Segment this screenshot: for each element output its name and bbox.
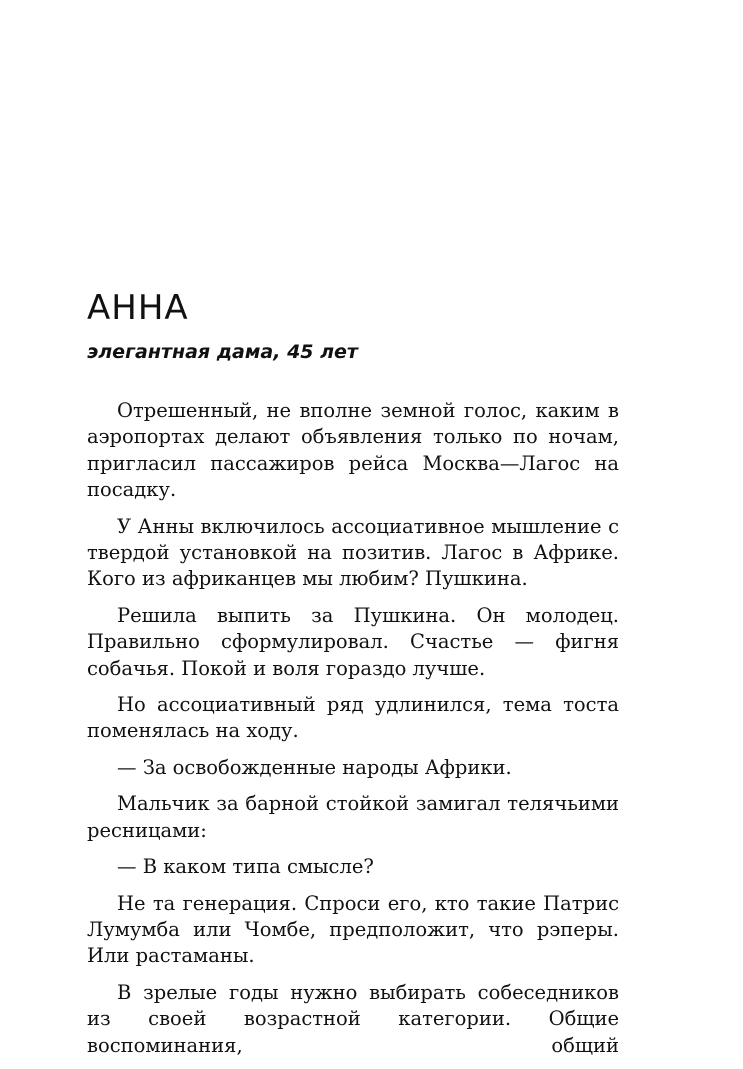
paragraph: — В каком типа смысле? [117, 855, 374, 879]
paragraph: Отрешенный, не вполне земной голос, каким в аэропортах делают объявления только по ночам, пригласил пассажиров рейса Москва—Лагос на посадку. [87, 399, 619, 502]
chapter-title: АННА [87, 288, 189, 328]
paragraph: Но ассоциативный ряд удлинился, тема тоста поменялась на ходу. [87, 693, 619, 743]
paragraph: Не та генерация. Спроси его, кто такие Патрис Лумумба или Чомбе, предположит, что рэперы. Или растаманы. [87, 891, 619, 968]
paragraph: У Анны включилось ассоциативное мышление с твердой установкой на позитив. Лагос в Африке. Кого из африканцев мы любим? Пушкина. [87, 514, 619, 591]
paragraph: В зрелые годы нужно выбирать собеседников из своей возрастной категории. Общие воспоминания, общий [87, 980, 619, 1057]
paragraph: — За освобожденные народы Африки. [117, 755, 512, 779]
body-text [87, 398, 619, 1069]
paragraph: Решила выпить за Пушкина. Он молодец. Правильно сформулировал. Счастье — фигня собачья. Покой и воля гораздо лучше. [87, 603, 619, 680]
paragraph: Мальчик за барной стойкой замигал телячьими ресницами: [87, 792, 619, 842]
chapter-subtitle: элегантная дама, 45 лет [87, 341, 358, 363]
